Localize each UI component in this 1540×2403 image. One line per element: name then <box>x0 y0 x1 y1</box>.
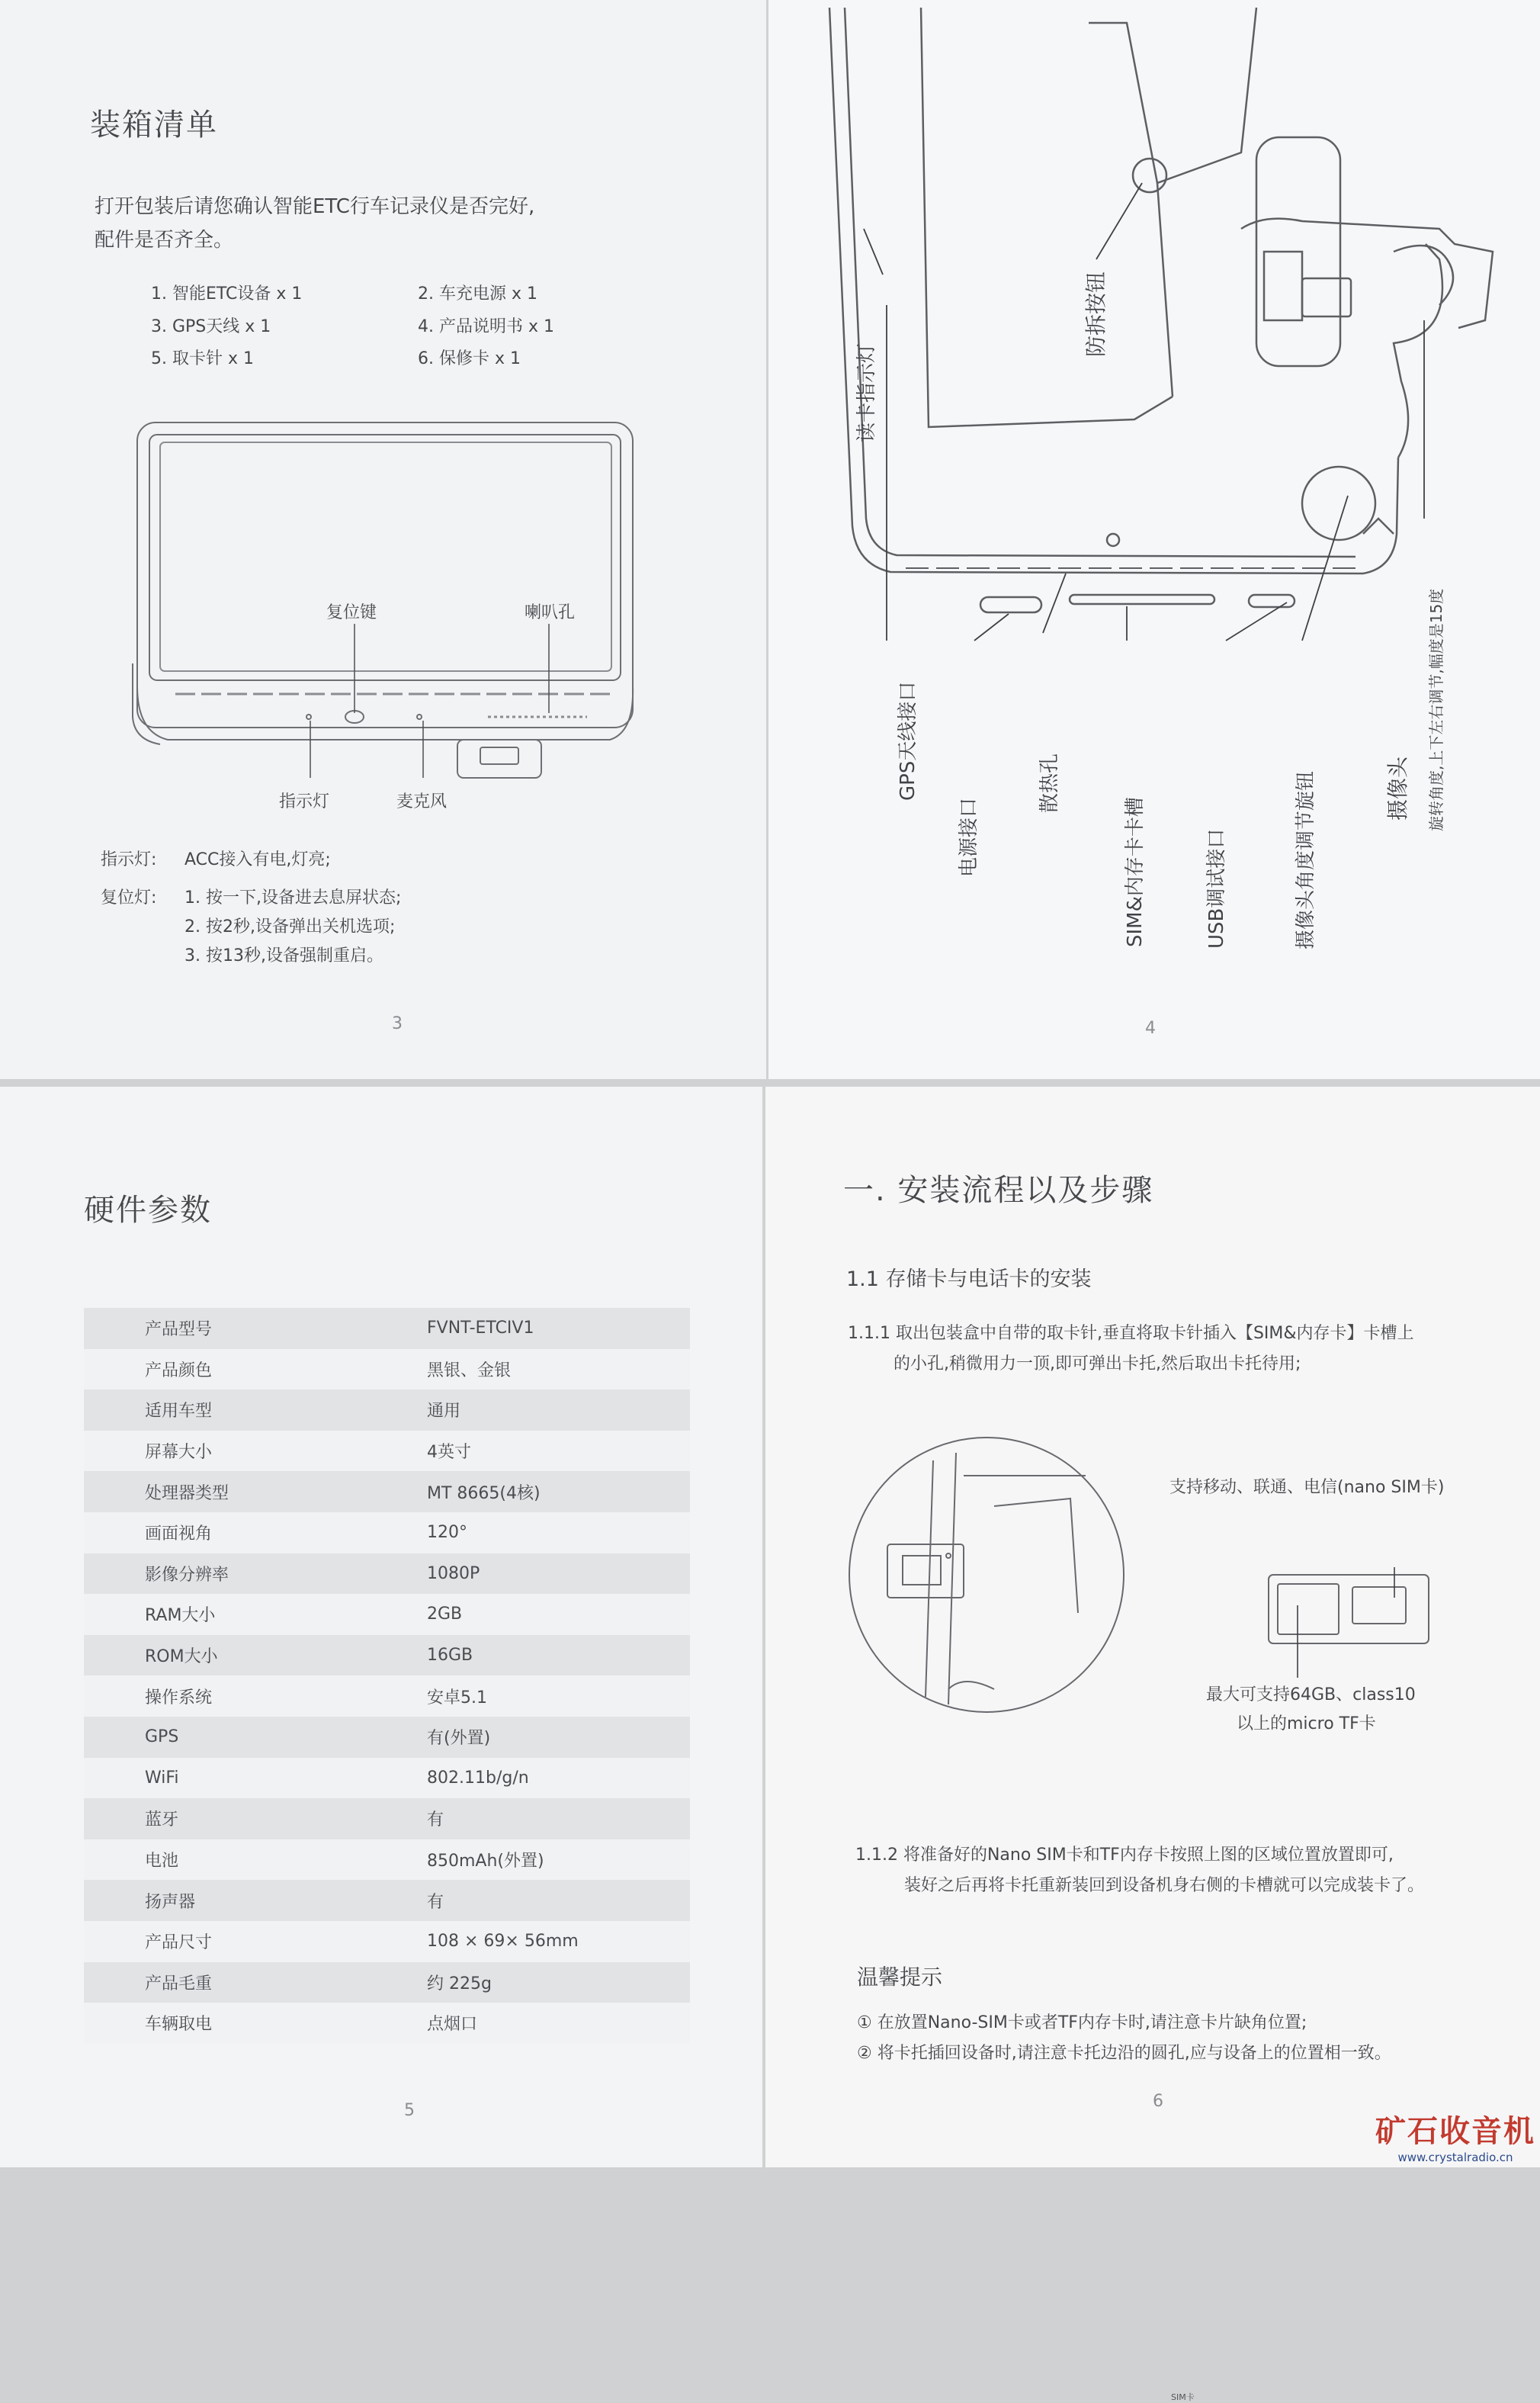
note-reset-2: 2. 按2秒,设备弹出关机选项; <box>184 917 396 936</box>
table-row <box>84 1594 690 1635</box>
spec-value: 点烟口 <box>427 2003 690 2044</box>
spec-key: 电池 <box>84 1839 427 1881</box>
section-title: 1.1 存储卡与电话卡的安装 <box>846 1267 1092 1291</box>
intro-line-1: 打开包装后请您确认智能ETC行车记录仪是否完好, <box>95 195 535 218</box>
spec-value: 通用 <box>427 1389 690 1431</box>
table-row <box>84 1471 690 1512</box>
spec-key: 画面视角 <box>84 1512 427 1553</box>
page-5 <box>0 1087 762 2167</box>
spec-key: WiFi <box>84 1758 427 1799</box>
label-camera-note: 旋转角度,上下左右调节,幅度是15度 <box>1427 588 1445 831</box>
page-title: 装箱清单 <box>90 108 218 143</box>
spec-value: 1080P <box>427 1553 690 1595</box>
watermark-url: www.crystalradio.cn <box>1397 2151 1513 2164</box>
tip-1: ① 在放置Nano-SIM卡或者TF内存卡时,请注意卡片缺角位置; <box>857 2013 1307 2032</box>
spec-key: GPS <box>84 1717 427 1758</box>
table-row <box>84 1512 690 1553</box>
page-title: 一. 安装流程以及步骤 <box>843 1173 1154 1208</box>
tips-title: 温馨提示 <box>857 1964 943 1990</box>
spec-value: FVNT-ETCIV1 <box>427 1308 690 1349</box>
page-number: 4 <box>1145 1019 1156 1038</box>
label-anti-tamper: 防拆按钮 <box>1083 271 1108 357</box>
spec-key: 产品颜色 <box>84 1349 427 1390</box>
page-title: 硬件参数 <box>84 1193 212 1228</box>
spec-key: 车辆取电 <box>84 2003 427 2044</box>
table-row <box>84 1839 690 1881</box>
label-mic: 麦克风 <box>396 792 448 811</box>
spec-value: 120° <box>427 1512 690 1553</box>
label-camera: 摄像头 <box>1385 756 1410 821</box>
note-indicator-text: ACC接入有电,灯亮; <box>184 850 331 869</box>
table-row <box>84 1349 690 1390</box>
table-row <box>84 1635 690 1676</box>
list-item: 6. 保修卡 x 1 <box>418 349 521 368</box>
spec-key: 适用车型 <box>84 1389 427 1431</box>
spec-value: 有 <box>427 1798 690 1839</box>
table-row <box>84 1921 690 1962</box>
label-power-port: 电源接口 <box>958 797 980 877</box>
hardware-spec-table <box>84 1308 690 2044</box>
table-row <box>84 1880 690 1921</box>
spec-value: 黑银、金银 <box>427 1349 690 1390</box>
spec-key: 操作系统 <box>84 1675 427 1717</box>
note-reset-label: 复位灯: <box>101 888 157 908</box>
spec-key: 产品毛重 <box>84 1962 427 2003</box>
spec-value: 有(外置) <box>427 1717 690 1758</box>
label-indicator: 指示灯 <box>279 792 330 811</box>
spec-key: 扬声器 <box>84 1880 427 1921</box>
page-3 <box>0 0 766 1079</box>
page-6 <box>765 1087 1540 2402</box>
spec-value: 有 <box>427 1880 690 1921</box>
device-front-illustration <box>122 412 671 793</box>
table-row <box>84 2003 690 2044</box>
page-number: 3 <box>392 1014 403 1033</box>
table-row <box>84 1717 690 1758</box>
spec-key: 屏幕大小 <box>84 1431 427 1472</box>
table-row <box>84 1675 690 1717</box>
spec-key: RAM大小 <box>84 1594 427 1635</box>
site-watermark <box>1375 2107 1535 2164</box>
list-item: 1. 智能ETC设备 x 1 <box>151 284 303 304</box>
tf-note-line-2: 以上的micro TF卡 <box>1237 1714 1376 1733</box>
tip-2: ② 将卡托插回设备时,请注意卡托边沿的圆孔,应与设备上的位置相一致。 <box>857 2044 1391 2063</box>
table-row <box>84 1553 690 1595</box>
label-vent: 散热孔 <box>1038 753 1061 813</box>
note-reset-1: 1. 按一下,设备进去息屏状态; <box>184 888 402 908</box>
intro-line-2: 配件是否齐全。 <box>95 229 234 252</box>
label-card-reader-light: 读卡指示灯 <box>855 342 878 442</box>
table-row <box>84 1389 690 1431</box>
label-camera-knob: 摄像头角度调节旋钮 <box>1295 770 1317 949</box>
step-1-line-1: 1.1.1 取出包装盒中自带的取卡针,垂直将取卡针插入【SIM&内存卡】卡槽上 <box>848 1324 1414 1343</box>
page-4 <box>768 0 1540 1079</box>
table-row <box>84 1758 690 1799</box>
spec-value: 约 225g <box>427 1962 690 2003</box>
page-number: 6 <box>1153 2092 1163 2111</box>
label-gps-port: GPS天线接口 <box>897 681 919 801</box>
list-item: 2. 车充电源 x 1 <box>418 284 537 304</box>
spec-value: MT 8665(4核) <box>427 1471 690 1512</box>
table-row <box>84 1431 690 1472</box>
note-indicator-label: 指示灯: <box>101 850 157 869</box>
spec-value: 802.11b/g/n <box>427 1758 690 1799</box>
spec-key: 蓝牙 <box>84 1798 427 1839</box>
list-item: 5. 取卡针 x 1 <box>151 349 254 368</box>
table-row <box>84 1308 690 1349</box>
tf-note-line-1: 最大可支持64GB、class10 <box>1206 1685 1416 1704</box>
watermark-name: 矿石收音机 <box>1375 2114 1535 2149</box>
note-reset-3: 3. 按13秒,设备强制重启。 <box>184 946 383 965</box>
spec-key: 产品型号 <box>84 1308 427 1349</box>
table-row <box>84 1962 690 2003</box>
spec-key: 处理器类型 <box>84 1471 427 1512</box>
spec-key: ROM大小 <box>84 1635 427 1676</box>
table-row <box>84 1798 690 1839</box>
spec-value: 2GB <box>427 1594 690 1635</box>
spec-value: 850mAh(外置) <box>427 1839 690 1881</box>
spec-value: 16GB <box>427 1635 690 1676</box>
label-reset-key: 复位键 <box>326 603 377 622</box>
spec-value: 108 × 69× 56mm <box>427 1921 690 1962</box>
label-speaker: 喇叭孔 <box>525 603 576 622</box>
list-item: 3. GPS天线 x 1 <box>151 317 271 336</box>
step-2-line-1: 1.1.2 将准备好的Nano SIM卡和TF内存卡按照上图的区域位置放置即可, <box>855 1846 1394 1865</box>
label-sim-slot: SIM&内存卡卡槽 <box>1124 797 1147 947</box>
spec-key: 影像分辨率 <box>84 1553 427 1595</box>
page-number: 5 <box>404 2101 415 2120</box>
spec-key: 产品尺寸 <box>84 1921 427 1962</box>
step-2-line-2: 装好之后再将卡托重新装回到设备机身右侧的卡槽就可以完成装卡了。 <box>904 1876 1425 1895</box>
spec-value: 4英寸 <box>427 1431 690 1472</box>
step-1-line-2: 的小孔,稍微用力一顶,即可弹出卡托,然后取出卡托待用; <box>894 1354 1301 1373</box>
device-side-illustration <box>768 0 1540 625</box>
spec-value: 安卓5.1 <box>427 1675 690 1717</box>
label-usb-port: USB调试接口 <box>1205 828 1228 949</box>
sim-mark-label: SIM卡 <box>1171 2392 1195 2402</box>
sim-support-note: 支持移动、联通、电信(nano SIM卡) <box>1169 1478 1445 1497</box>
list-item: 4. 产品说明书 x 1 <box>418 317 554 336</box>
